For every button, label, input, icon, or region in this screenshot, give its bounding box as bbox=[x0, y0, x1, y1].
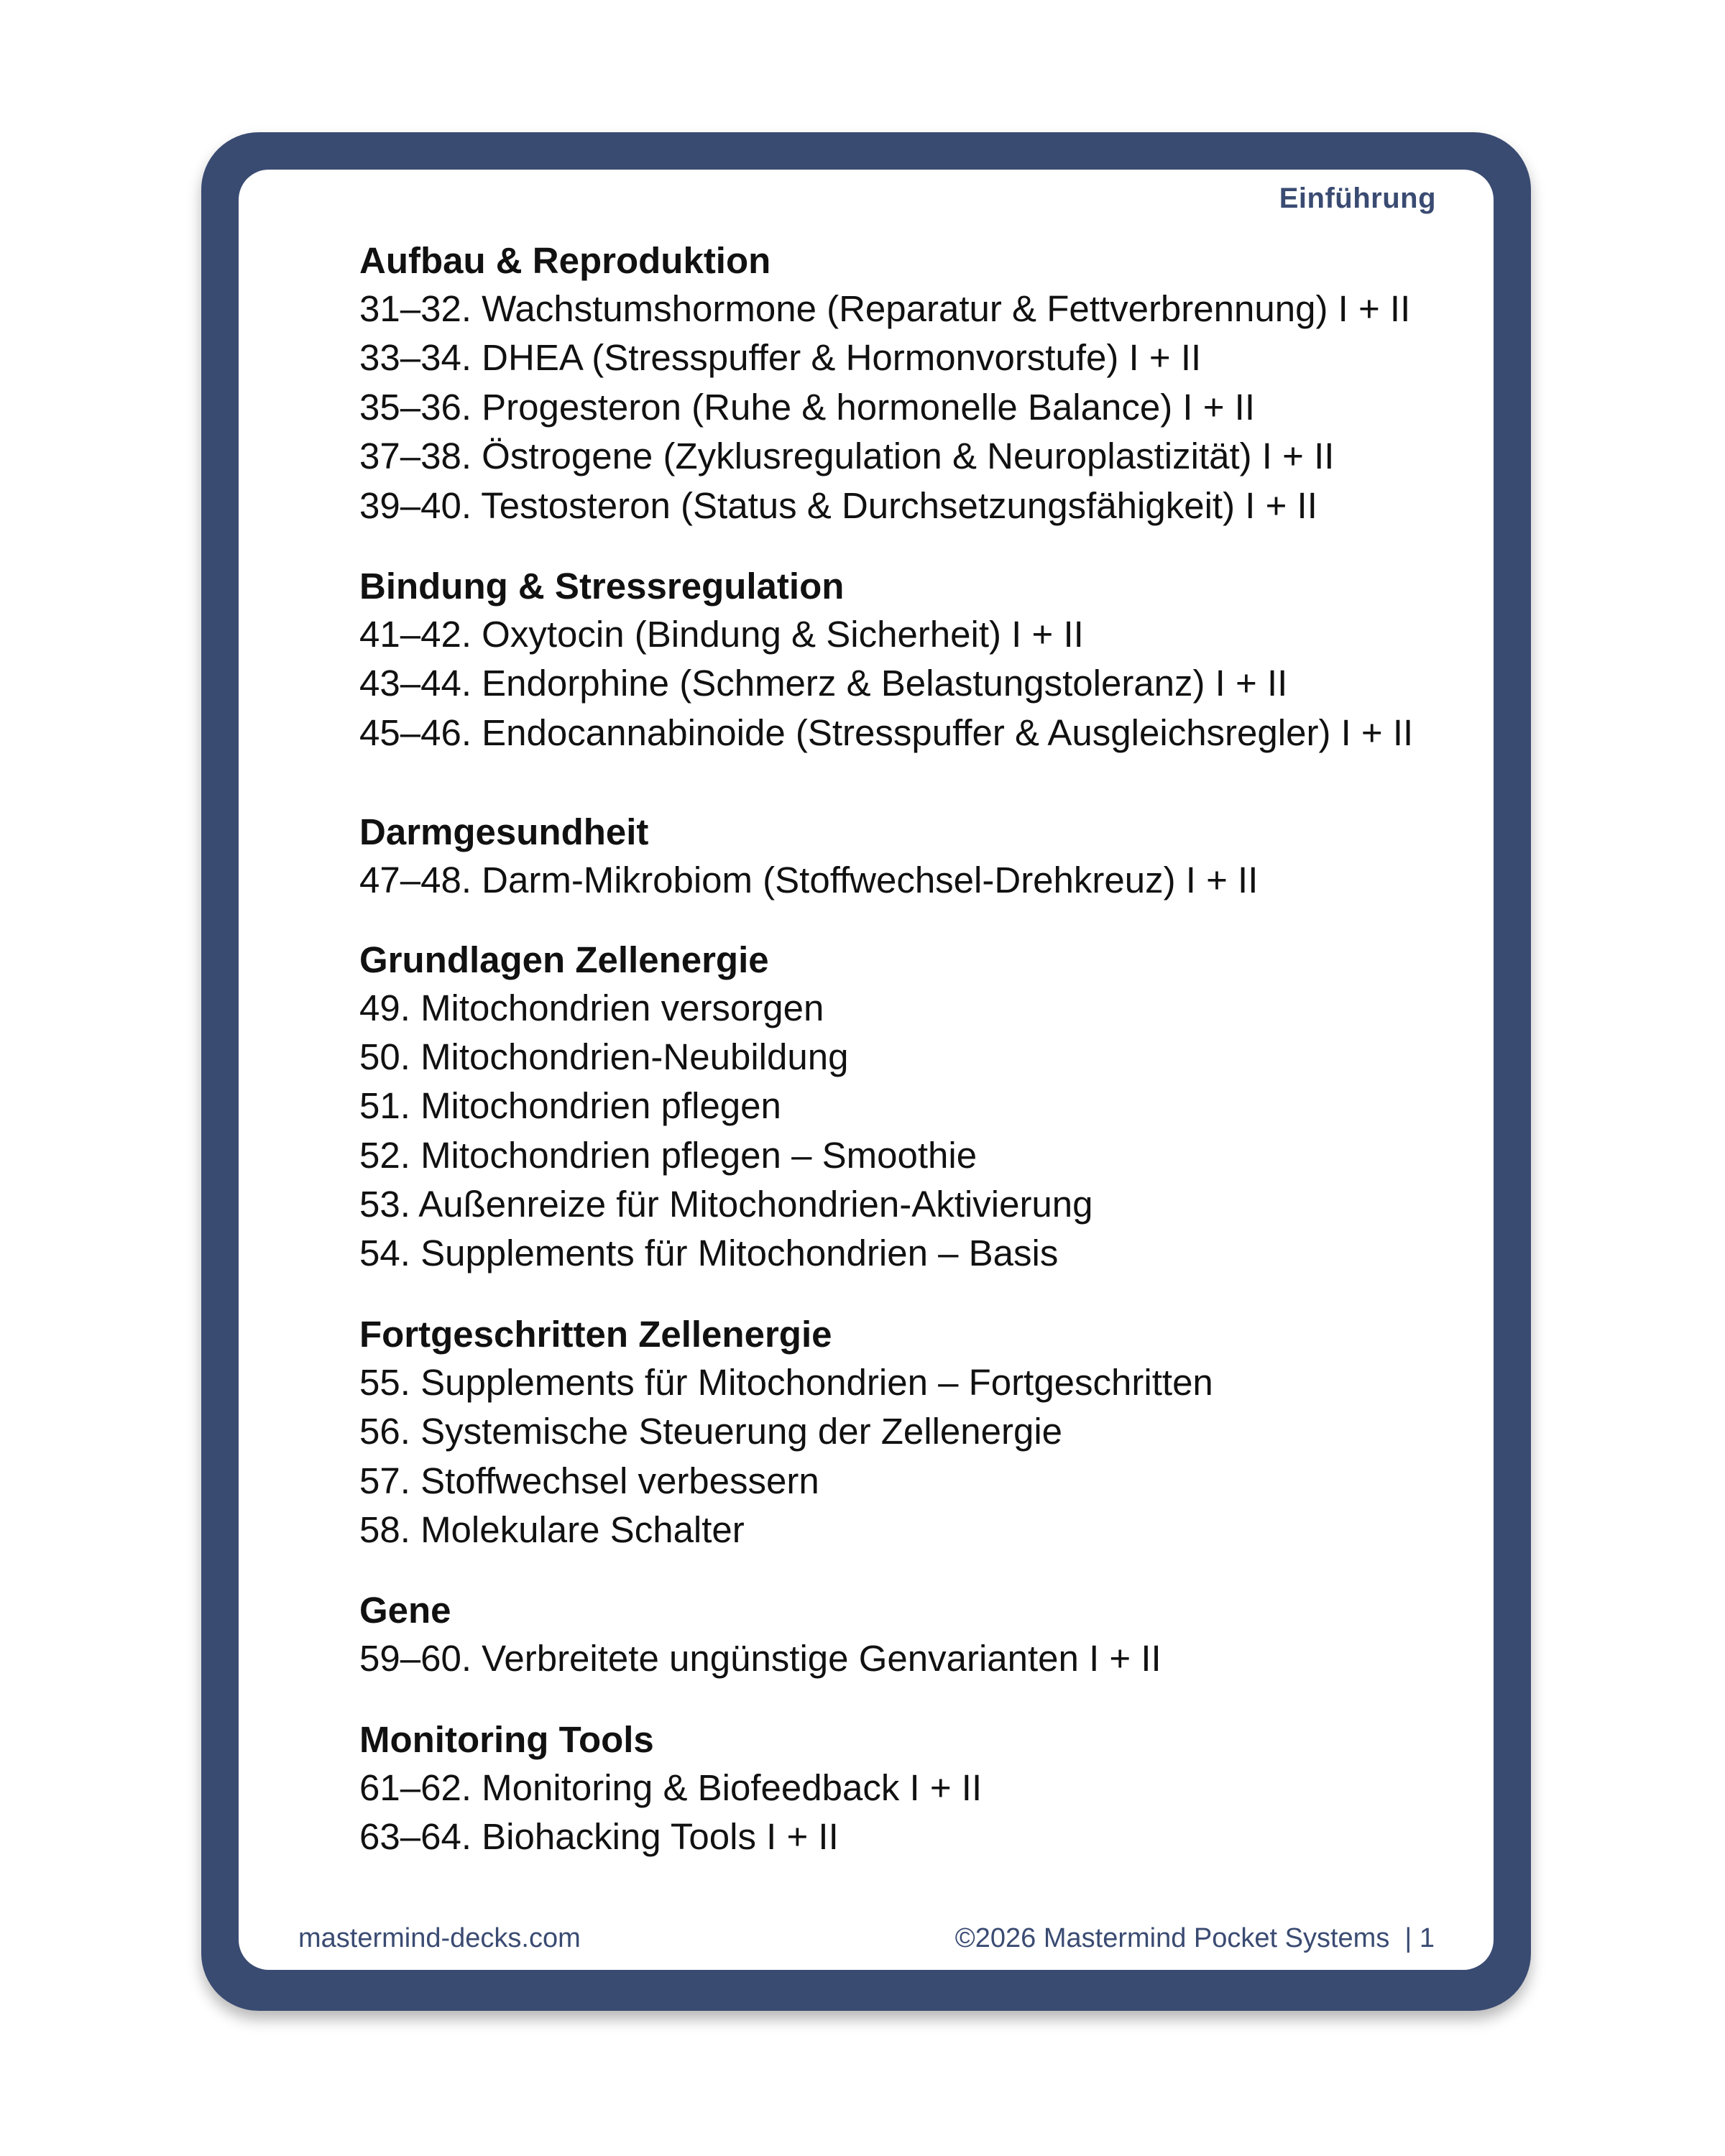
toc-group bbox=[359, 237, 1452, 530]
toc-item: 58. Molekulare Schalter bbox=[359, 1509, 745, 1551]
toc-item: 51. Mitochondrien pflegen bbox=[359, 1085, 781, 1127]
card-frame bbox=[201, 132, 1531, 2011]
group-title: Gene bbox=[359, 1590, 451, 1631]
toc-item: 37–38. Östrogene (Zyklusregulation & Neuroplastizität) I + II bbox=[359, 436, 1335, 477]
toc-item: 54. Supplements für Mitochondrien – Basis bbox=[359, 1233, 1059, 1274]
toc-item: 39–40. Testosteron (Status & Durchsetzungsfähigkeit) I + II bbox=[359, 484, 1317, 526]
group-title: Fortgeschritten Zellenergie bbox=[359, 1313, 832, 1355]
card-footer bbox=[239, 1917, 1494, 1960]
group-title: Grundlagen Zellenergie bbox=[359, 939, 769, 980]
toc-group bbox=[359, 1311, 1452, 1555]
website-link[interactable]: mastermind-decks.com bbox=[298, 1923, 581, 1953]
card-content bbox=[239, 170, 1494, 1970]
group-title: Aufbau & Reproduktion bbox=[359, 240, 771, 281]
toc-item: 59–60. Verbreitete ungünstige Genvarianten I + II bbox=[359, 1638, 1162, 1680]
toc-item: 49. Mitochondrien versorgen bbox=[359, 987, 824, 1028]
toc-group bbox=[359, 1587, 1452, 1683]
toc-item: 45–46. Endocannabinoide (Stresspuffer & Ausgleichsregler) I + II bbox=[359, 711, 1414, 753]
group-title: Darmgesundheit bbox=[359, 811, 649, 853]
copyright-page-number: ©2026 Mastermind Pocket Systems | 1 bbox=[954, 1923, 1435, 1953]
toc-item: 57. Stoffwechsel verbessern bbox=[359, 1460, 819, 1501]
toc-item: 53. Außenreize für Mitochondrien-Aktivierung bbox=[359, 1184, 1093, 1225]
toc-item: 63–64. Biohacking Tools I + II bbox=[359, 1816, 839, 1858]
toc-item: 55. Supplements für Mitochondrien – Fortgeschritten bbox=[359, 1361, 1213, 1403]
toc-group bbox=[359, 808, 1452, 905]
toc-item: 35–36. Progesteron (Ruhe & hormonelle Balance) I + II bbox=[359, 386, 1255, 428]
group-title: Bindung & Stressregulation bbox=[359, 565, 845, 607]
toc-item: 56. Systemische Steuerung der Zellenergie bbox=[359, 1411, 1063, 1452]
toc-item: 52. Mitochondrien pflegen – Smoothie bbox=[359, 1134, 978, 1176]
toc-item: 50. Mitochondrien-Neubildung bbox=[359, 1036, 849, 1077]
toc-item: 61–62. Monitoring & Biofeedback I + II bbox=[359, 1766, 983, 1808]
section-label: Einführung bbox=[1279, 183, 1436, 214]
toc-item: 31–32. Wachstumshormone (Reparatur & Fettverbrennung) I + II bbox=[359, 288, 1411, 329]
toc-item: 41–42. Oxytocin (Bindung & Sicherheit) I + II bbox=[359, 613, 1084, 655]
toc-group bbox=[359, 936, 1452, 1279]
group-title: Monitoring Tools bbox=[359, 1718, 654, 1760]
toc-item: 43–44. Endorphine (Schmerz & Belastungstoleranz) I + II bbox=[359, 663, 1288, 704]
table-of-contents bbox=[359, 237, 1452, 1862]
toc-group bbox=[359, 1716, 1452, 1862]
toc-item: 33–34. DHEA (Stresspuffer & Hormonvorstufe) I + II bbox=[359, 337, 1202, 379]
toc-group bbox=[359, 563, 1452, 757]
toc-item: 47–48. Darm-Mikrobiom (Stoffwechsel-Drehkreuz) I + II bbox=[359, 860, 1259, 901]
